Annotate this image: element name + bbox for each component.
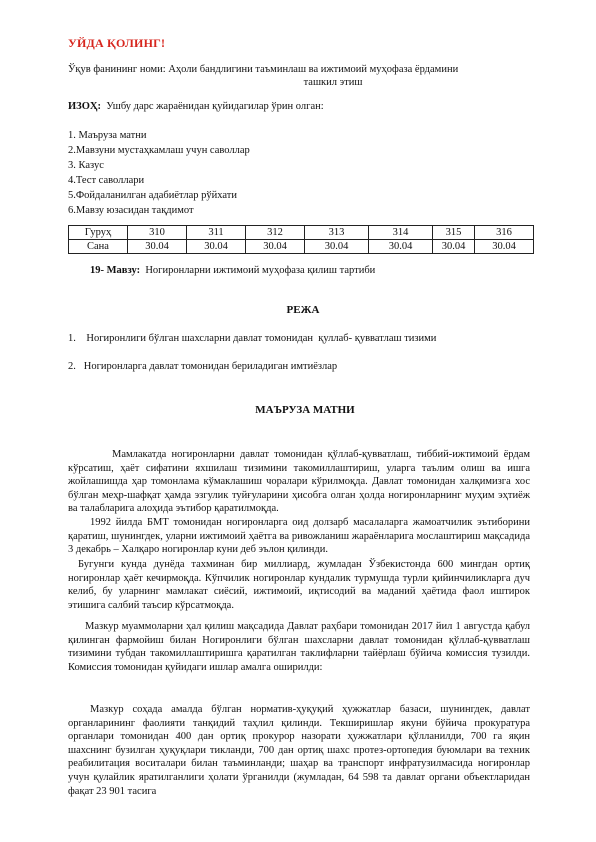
group-cell: 312	[246, 226, 305, 240]
group-cell: 315	[433, 226, 475, 240]
topic-line	[90, 265, 375, 276]
row-label: Сана	[69, 240, 128, 254]
date-cell: 30.04	[475, 240, 534, 254]
contents-item: 5.Фойдаланилган адабиётлар рўйхати	[68, 190, 237, 201]
lecture-paragraph: Бугунги кунда дунёда тахминан бир миллиард, жумладан Ўзбекистонда 600 мингдан ортиқ ногиронлар ҳаёт кечирмоқда. Кўпчилик ногиронлар кундалик турмушда турли қийинчиликларга дуч келиб, бу уларнинг мамлакат сиёсий, ижтимоий, иқтисодий ва маданий ҳаётида фаол иштирок этишига салбий таъсир кўрсатмоқда.	[68, 559, 530, 611]
date-cell: 30.04	[187, 240, 246, 254]
lesson-contents-list	[68, 128, 250, 218]
date-cell: 30.04	[128, 240, 187, 254]
date-cell: 30.04	[369, 240, 433, 254]
group-cell: 313	[305, 226, 369, 240]
note-label: ИЗОҲ:	[68, 101, 101, 112]
date-cell: 30.04	[246, 240, 305, 254]
lecture-title: МАЪРУЗА МАТНИ	[255, 404, 355, 416]
contents-item: 2.Мавзуни мустаҳкамлаш учун саволлар	[68, 145, 250, 156]
topic-title: Ногиронларни ижтимоий муҳофаза қилиш тартиби	[145, 265, 376, 276]
table-row	[69, 240, 534, 254]
homework-heading: УЙДА ҚОЛИНГ!	[68, 36, 166, 50]
plan-item: 2. Ногиронларга давлат томонидан бериладиган имтиёзлар	[68, 361, 338, 372]
table-row	[69, 226, 534, 240]
date-cell: 30.04	[433, 240, 475, 254]
course-name-line2: ташкил этиш	[303, 77, 363, 88]
plan-item: 1. Ногиронлиги бўлган шахсларни давлат томонидан қуллаб- қувватлаш тизими	[68, 333, 437, 344]
plan-title: РЕЖА	[286, 304, 320, 316]
contents-item: 1. Маъруза матни	[68, 130, 147, 141]
lecture-paragraph: Мазкур муаммоларни ҳал қилиш мақсадида Давлат раҳбари томонидан 2017 йил 1 августда қабул қилинган фармойиш билан Ногиронлиги бўлган шахсларни давлат томонидан қўллаб-қувватлаш тизимини тубдан такомиллаштиришга қаратилган таклифларни тайёрлаш бўйича комиссия тузилди. Комиссия томонидан қуйидаги ишлар амалга оширилди:	[68, 621, 530, 673]
contents-item: 4.Тест саволлари	[68, 175, 145, 186]
note-line	[68, 101, 324, 112]
course-name-line1: Ўқув фанининг номи: Аҳоли бандлигини таъминлаш ва ижтимоий муҳофаза ёрдамини	[68, 64, 459, 75]
topic-label: 19- Мавзу:	[90, 265, 141, 276]
group-cell: 310	[128, 226, 187, 240]
group-cell: 316	[475, 226, 534, 240]
lecture-paragraph: Мамлакатда ногиронларни давлат томонидан қўллаб-қувватлаш, тиббий-ижтимоий ёрдам кўрсатиш, ҳаёт сифатини яхшилаш тизимини такомиллаштириш, уларга таълим олиш ва ишга жойлашишда ҳар томонлама кўмаклашиш чоралари кўрилмоқда. Давлат томонидан халқимизга хос бўлган меҳр-шафқат ҳамда эзгулик туйғуларини ҳисобга олган ҳолда ногиронларнинг муҳим эҳтиёж ва талабларига алоҳида эътибор қаратилмоқда.	[68, 449, 530, 515]
contents-item: 3. Казус	[68, 160, 104, 171]
date-cell: 30.04	[305, 240, 369, 254]
lecture-paragraph: Мазкур соҳада амалда бўлган норматив-ҳуқуқий ҳужжатлар базаси, шунингдек, давлат органларининг фаолияти танқидий таҳлил қилинди. Текширишлар якуни бўйича прокуратура органлари томонидан 400 дан ортиқ прокурор назорати ҳужжатлари қўлланилди, 700 га яқин шахснинг бузилган ҳуқуқлари тикланди, 700 дан ортиқ шахс протез-ортопедия буюмлари ва техник реабилитация воситалари билан таъминланди; шаҳар ва транспорт инфратузилмасида ногиронлар учун қулайлик яратилганлиги ҳолати ўрганилди (жумладан, 64 598 та давлат органи объектларидан фақат 23 901 тасига	[68, 704, 530, 797]
group-schedule-table	[68, 225, 534, 254]
lecture-paragraph: 1992 йилда БМТ томонидан ногиронларга оид долзарб масалаларга жамоатчилик эътиборини қаратиш, шунингдек, уларни ижтимоий ҳаётга ва ривожланиш жараёнларига мослаштириш мақсадида 3 декабрь – Халқаро ногиронлар куни деб эълон қилинди.	[68, 517, 530, 556]
group-cell: 314	[369, 226, 433, 240]
contents-item: 6.Мавзу юзасидан тақдимот	[68, 205, 194, 216]
row-label: Гуруҳ	[69, 226, 128, 240]
note-text: Ушбу дарс жараёнидан қуйидагилар ўрин олган:	[106, 101, 324, 112]
group-cell: 311	[187, 226, 246, 240]
